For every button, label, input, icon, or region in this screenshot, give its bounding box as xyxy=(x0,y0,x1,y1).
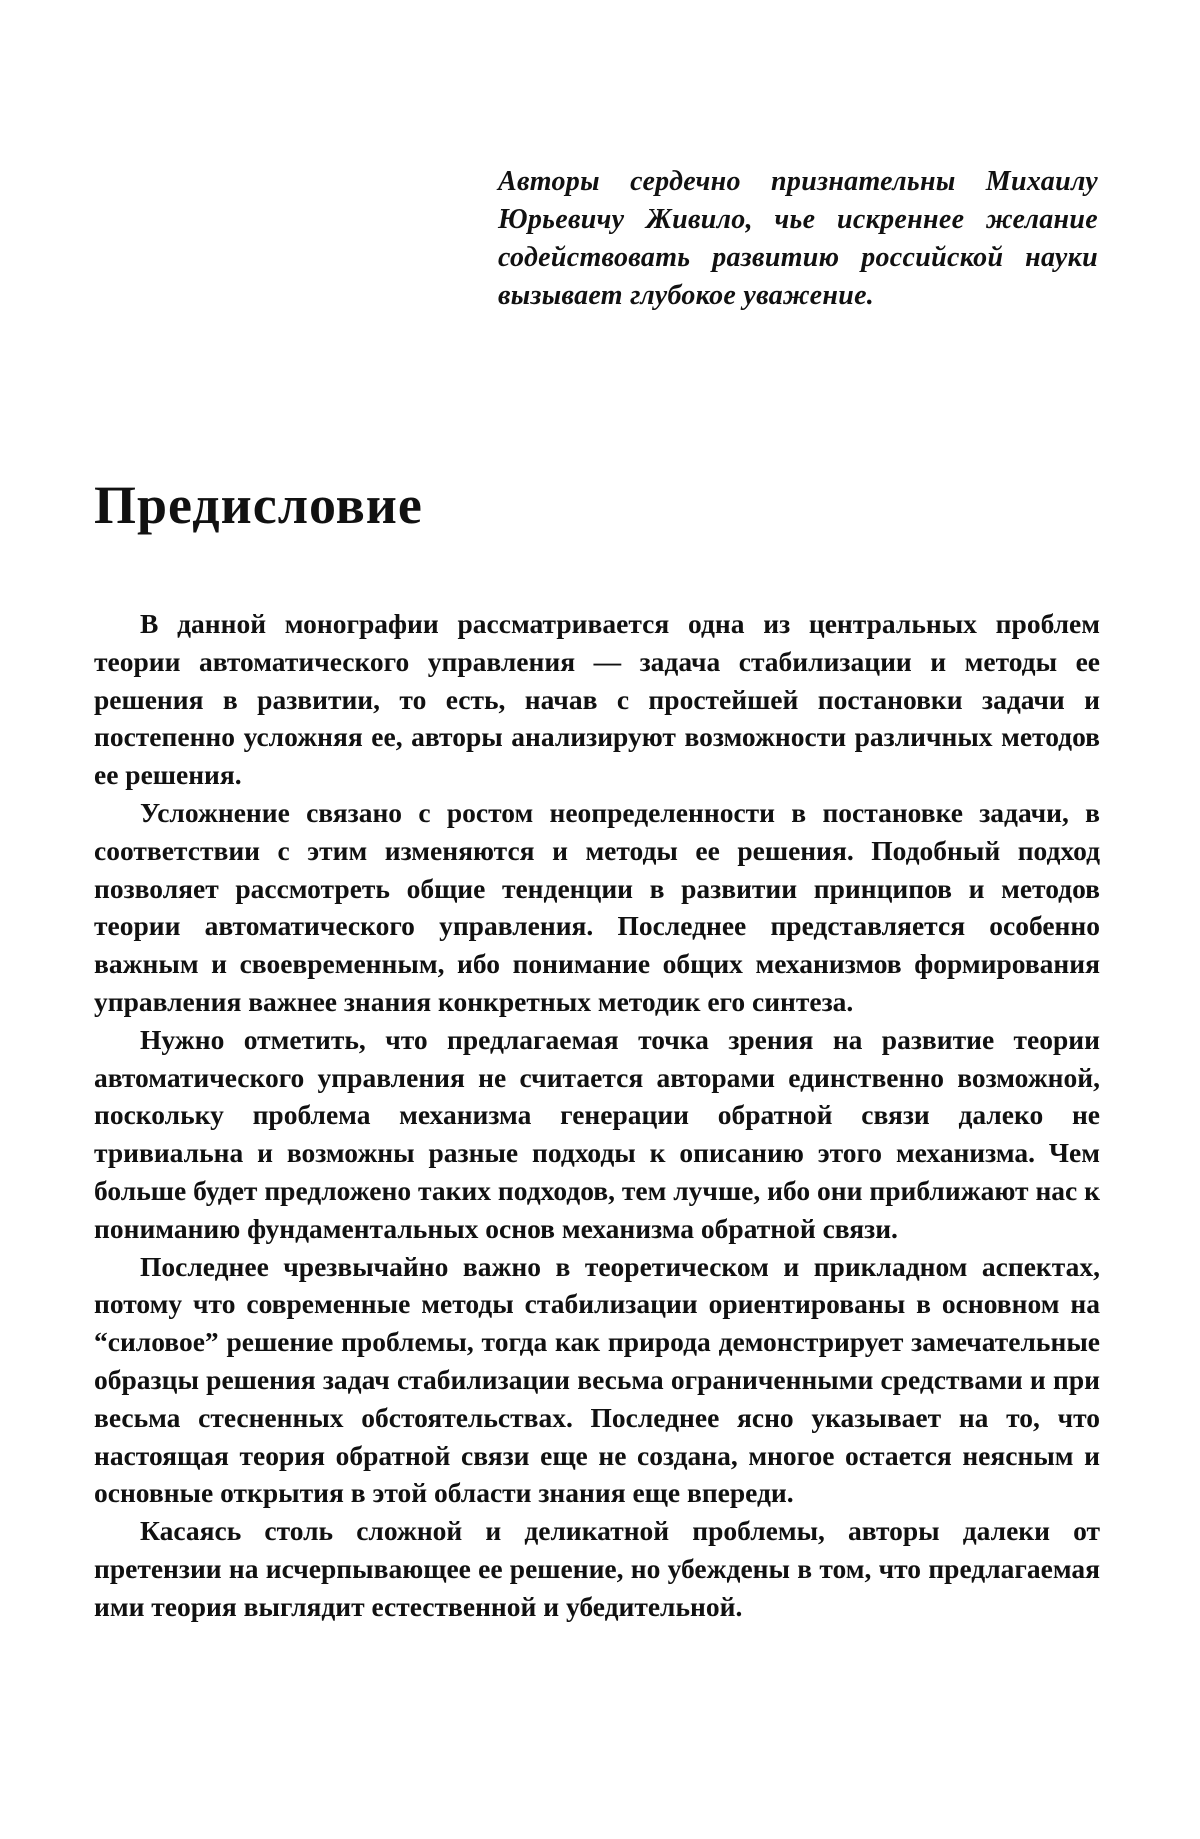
paragraph-1: В данной монографии рассматривается одна из центральных проблем теории автоматического управления — задача стабилизации и методы ее решения в развитии, то есть, начав с простейшей постановки задачи и постепенно усложняя ее, авторы анализируют возможности различных методов ее решения. xyxy=(94,605,1100,794)
chapter-title: Предисловие xyxy=(94,470,423,540)
paragraph-4: Последнее чрезвычайно важно в теоретическом и прикладном аспектах, потому что современные методы стабилизации ориентированы в основном на “силовое” решение проблемы, тогда как природа демонстрирует замечательные образцы решения задач стабилизации весьма ограниченными средствами и при весьма стесненных обстоятельствах. Последнее ясно указывает на то, что настоящая теория обратной связи еще не создана, многое остается неясным и основные открытия в этой области знания еще впереди. xyxy=(94,1248,1100,1513)
paragraph-2: Усложнение связано с ростом неопределенности в постановке задачи, в соответствии с этим изменяются и методы ее решения. Подобный подход позволяет рассмотреть общие тенденции в развитии принципов и методов теории автоматического управления. Последнее представляется особенно важным и своевременным, ибо понимание общих механизмов формирования управления важнее знания конкретных методик его синтеза. xyxy=(94,794,1100,1021)
book-page xyxy=(0,0,1200,1839)
dedication-epigraph: Авторы сердечно признательны Михаилу Юрьевичу Живило, чье искреннее желание содействовать развитию российской науки вызывает глубокое уважение. xyxy=(498,163,1098,315)
paragraph-5: Касаясь столь сложной и деликатной проблемы, авторы далеки от претензии на исчерпывающее ее решение, но убеждены в том, что предлагаемая ими теория выглядит естественной и убедительной. xyxy=(94,1512,1100,1625)
paragraph-3: Нужно отметить, что предлагаемая точка зрения на развитие теории автоматического управления не считается авторами единственно возможной, поскольку проблема механизма генерации обратной связи далеко не тривиальна и возможны разные подходы к описанию этого механизма. Чем больше будет предложено таких подходов, тем лучше, ибо они приближают нас к пониманию фундаментальных основ механизма обратной связи. xyxy=(94,1021,1100,1248)
preface-body xyxy=(94,605,1100,1626)
